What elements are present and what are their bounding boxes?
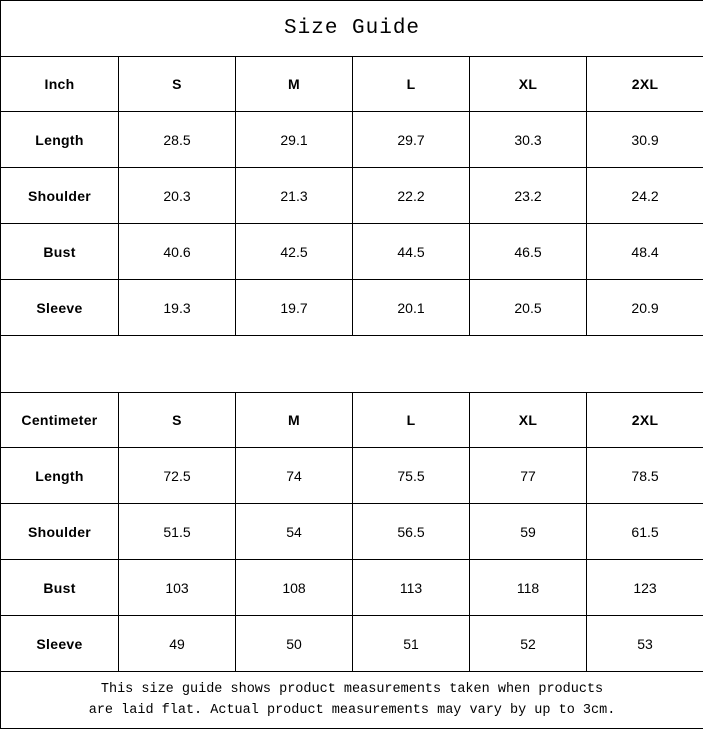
size-value: 53	[587, 616, 703, 672]
row-label: Shoulder	[1, 168, 119, 224]
size-value: 28.5	[119, 112, 236, 168]
size-value: 30.9	[587, 112, 703, 168]
size-value: 19.3	[119, 280, 236, 336]
size-value: 48.4	[587, 224, 703, 280]
title-row	[1, 1, 703, 57]
row-label: Bust	[1, 224, 119, 280]
cm-header-row	[1, 393, 703, 448]
cm-header-size-m: M	[236, 393, 353, 448]
cm-row-length	[1, 448, 703, 504]
cm-row-bust	[1, 560, 703, 616]
cm-header-unit: Centimeter	[1, 393, 119, 448]
size-value: 108	[236, 560, 353, 616]
size-value: 72.5	[119, 448, 236, 504]
size-value: 42.5	[236, 224, 353, 280]
size-value: 49	[119, 616, 236, 672]
cm-header-size-s: S	[119, 393, 236, 448]
size-value: 22.2	[353, 168, 470, 224]
inch-header-row	[1, 57, 703, 112]
size-value: 23.2	[470, 168, 587, 224]
cm-row-sleeve	[1, 616, 703, 672]
row-label: Length	[1, 112, 119, 168]
size-value: 78.5	[587, 448, 703, 504]
inch-row-sleeve	[1, 280, 703, 336]
cm-header-size-l: L	[353, 393, 470, 448]
row-label: Sleeve	[1, 616, 119, 672]
size-value: 54	[236, 504, 353, 560]
inch-header-unit: Inch	[1, 57, 119, 112]
size-value: 56.5	[353, 504, 470, 560]
size-value: 19.7	[236, 280, 353, 336]
size-value: 75.5	[353, 448, 470, 504]
size-value: 30.3	[470, 112, 587, 168]
size-value: 50	[236, 616, 353, 672]
row-label: Length	[1, 448, 119, 504]
inch-row-bust	[1, 224, 703, 280]
size-value: 29.1	[236, 112, 353, 168]
size-value: 52	[470, 616, 587, 672]
inch-header-size-xl: XL	[470, 57, 587, 112]
size-value: 40.6	[119, 224, 236, 280]
inch-header-size-l: L	[353, 57, 470, 112]
row-label: Sleeve	[1, 280, 119, 336]
size-value: 113	[353, 560, 470, 616]
cm-header-size-2xl: 2XL	[587, 393, 703, 448]
size-value: 20.1	[353, 280, 470, 336]
size-value: 24.2	[587, 168, 703, 224]
spacer-row	[1, 336, 703, 393]
size-value: 118	[470, 560, 587, 616]
cm-row-shoulder	[1, 504, 703, 560]
size-value: 51	[353, 616, 470, 672]
inch-header-size-s: S	[119, 57, 236, 112]
size-guide-note	[1, 672, 703, 729]
cm-header-size-xl: XL	[470, 393, 587, 448]
size-value: 61.5	[587, 504, 703, 560]
row-label: Bust	[1, 560, 119, 616]
size-value: 46.5	[470, 224, 587, 280]
inch-header-size-m: M	[236, 57, 353, 112]
note-line-1: This size guide shows product measurements taken when products	[100, 682, 604, 697]
inch-row-shoulder	[1, 168, 703, 224]
size-value: 21.3	[236, 168, 353, 224]
size-value: 44.5	[353, 224, 470, 280]
page-title: Size Guide	[1, 1, 703, 57]
size-value: 29.7	[353, 112, 470, 168]
size-value: 123	[587, 560, 703, 616]
size-value: 20.9	[587, 280, 703, 336]
footer-row	[1, 672, 703, 729]
inch-row-length	[1, 112, 703, 168]
size-value: 51.5	[119, 504, 236, 560]
table-spacer	[1, 336, 703, 393]
size-value: 59	[470, 504, 587, 560]
size-value: 77	[470, 448, 587, 504]
note-line-2: are laid flat. Actual product measurements may vary by up to 3cm.	[88, 703, 616, 718]
row-label: Shoulder	[1, 504, 119, 560]
size-value: 20.3	[119, 168, 236, 224]
size-value: 103	[119, 560, 236, 616]
size-value: 20.5	[470, 280, 587, 336]
inch-header-size-2xl: 2XL	[587, 57, 703, 112]
size-value: 74	[236, 448, 353, 504]
